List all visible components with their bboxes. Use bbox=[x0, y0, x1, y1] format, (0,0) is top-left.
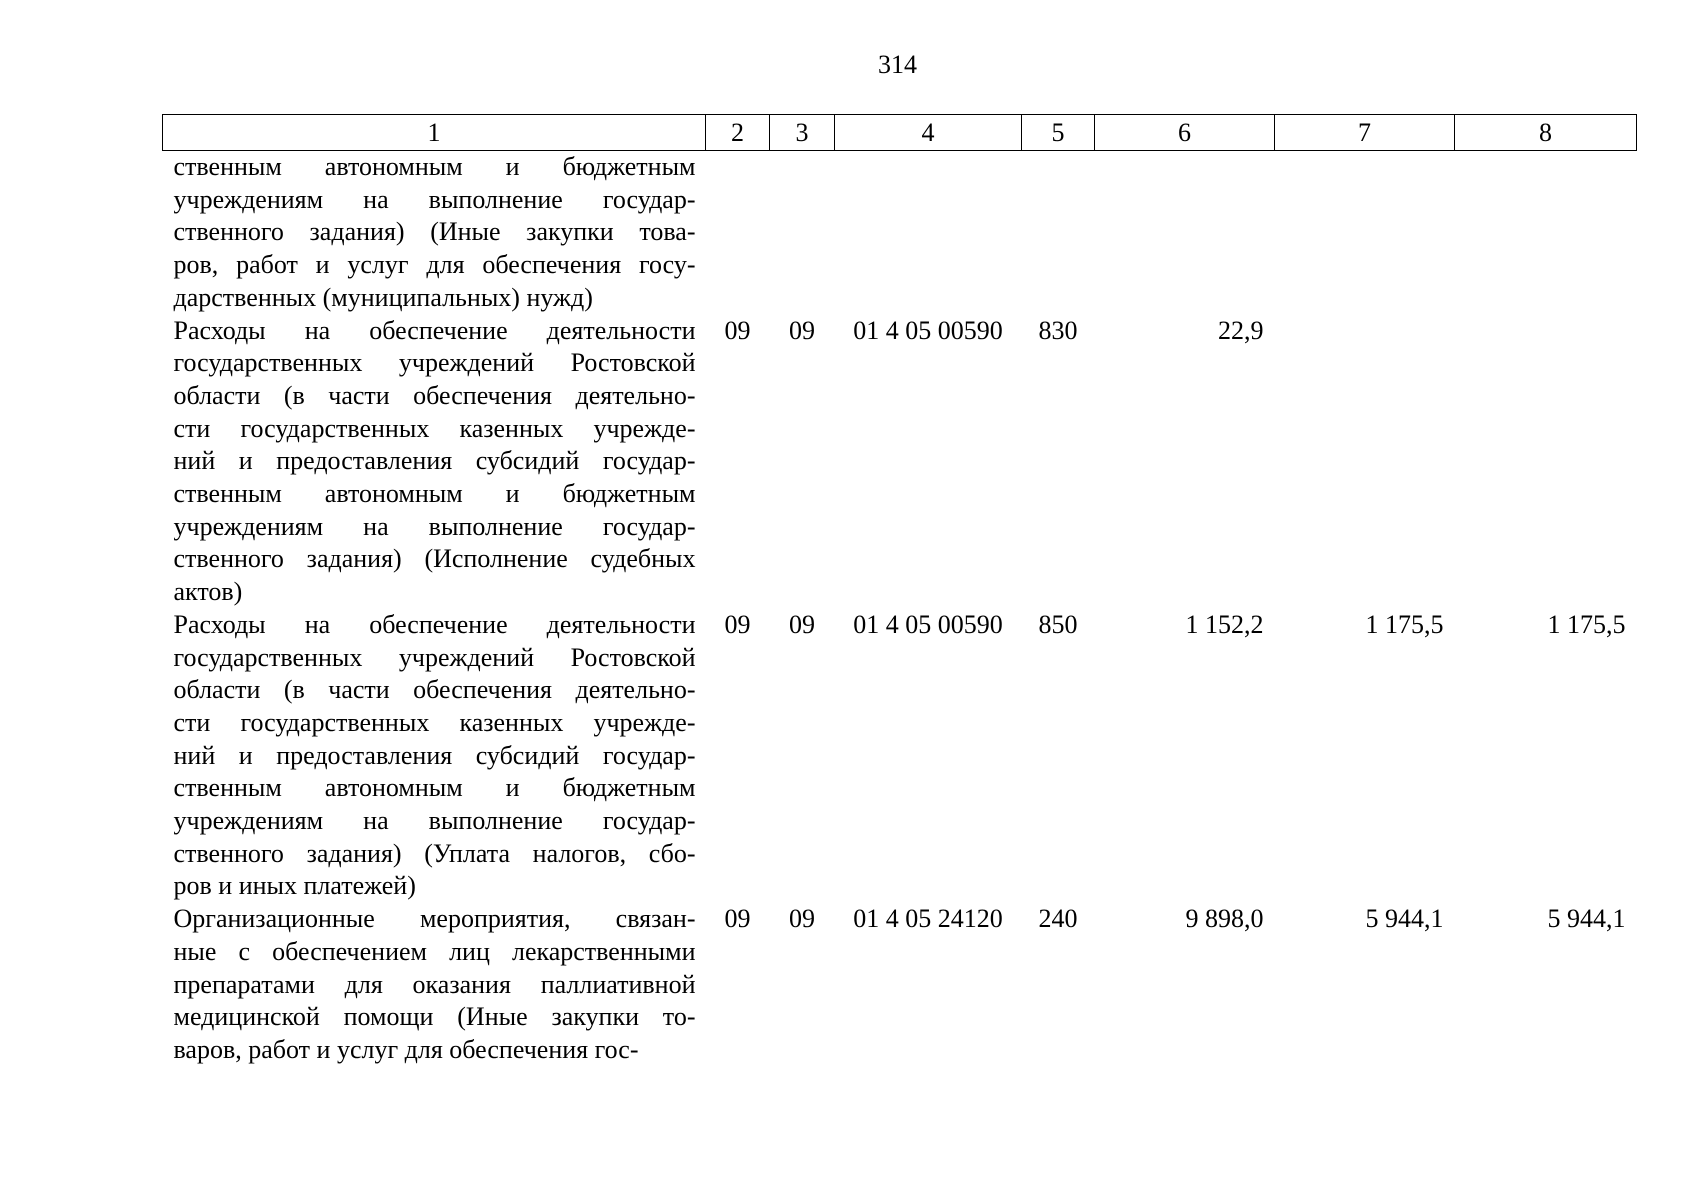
description-line: области (в части обеспечения деятельно- bbox=[173, 675, 696, 705]
row-description bbox=[163, 315, 706, 609]
row-description bbox=[163, 609, 706, 903]
description-line: препаратами для оказания паллиативной bbox=[173, 969, 696, 999]
amount-col-6: 22,9 bbox=[1218, 315, 1264, 345]
expense-type-code bbox=[1022, 151, 1095, 315]
description-line: Расходы на обеспечение деятельности bbox=[173, 609, 696, 639]
description-line: области (в части обеспечения деятельно- bbox=[173, 380, 696, 410]
row-description bbox=[163, 903, 706, 1067]
description-line: ний и предоставления субсидий государ- bbox=[173, 740, 696, 770]
header-col-1: 1 bbox=[163, 115, 706, 151]
table-row bbox=[163, 151, 1637, 315]
description-line: варов, работ и услуг для обеспечения гос- bbox=[173, 1034, 639, 1064]
table-row bbox=[163, 315, 1637, 609]
amount-col-7 bbox=[1275, 315, 1455, 609]
description-line: Организационные мероприятия, связан- bbox=[173, 904, 696, 934]
section-code: 09 bbox=[724, 609, 751, 639]
description-line: учреждениям на выполнение государ- bbox=[173, 806, 696, 836]
page-number: 314 bbox=[878, 50, 917, 79]
description-line: ров, работ и услуг для обеспечения госу- bbox=[173, 250, 696, 280]
description-line: государственных учреждений Ростовской bbox=[173, 642, 696, 672]
description-line: ний и предоставления субсидий государ- bbox=[173, 446, 696, 476]
header-col-6: 6 bbox=[1095, 115, 1275, 151]
header-col-7: 7 bbox=[1275, 115, 1455, 151]
budget-table bbox=[162, 114, 1637, 1067]
header-col-8: 8 bbox=[1455, 115, 1637, 151]
section-code: 09 bbox=[724, 315, 751, 345]
amount-col-6: 9 898,0 bbox=[1185, 904, 1264, 934]
section-code bbox=[706, 151, 770, 315]
section-code: 09 bbox=[724, 904, 751, 934]
amount-col-8: 5 944,1 bbox=[1547, 904, 1626, 934]
amount-col-7 bbox=[1275, 151, 1455, 315]
header-col-5: 5 bbox=[1022, 115, 1095, 151]
expense-type-code: 850 bbox=[1038, 609, 1078, 639]
amount-col-8: 1 175,5 bbox=[1547, 609, 1626, 639]
description-line: учреждениям на выполнение государ- bbox=[173, 511, 696, 541]
expense-type-code: 240 bbox=[1038, 904, 1078, 934]
subsection-code bbox=[770, 151, 835, 315]
description-line: ров и иных платежей) bbox=[173, 871, 416, 901]
description-line: ственного задания) (Иные закупки това- bbox=[173, 217, 696, 247]
description-line: сти государственных казенных учрежде- bbox=[173, 413, 696, 443]
header-col-4: 4 bbox=[835, 115, 1022, 151]
table-row bbox=[163, 903, 1637, 1067]
description-line: государственных учреждений Ростовской bbox=[173, 348, 696, 378]
subsection-code: 09 bbox=[789, 315, 815, 345]
description-line: дарственных (муниципальных) нужд) bbox=[173, 282, 593, 312]
expense-type-code: 830 bbox=[1038, 315, 1078, 345]
description-line: ственного задания) (Уплата налогов, сбо- bbox=[173, 838, 696, 868]
description-line: ственным автономным и бюджетным bbox=[173, 152, 696, 181]
amount-col-7: 1 175,5 bbox=[1365, 609, 1444, 639]
amount-col-7: 5 944,1 bbox=[1365, 904, 1444, 934]
header-col-2: 2 bbox=[706, 115, 770, 151]
amount-col-6 bbox=[1095, 151, 1275, 315]
description-line: актов) bbox=[173, 577, 243, 607]
description-line: ственного задания) (Исполнение судебных bbox=[173, 544, 696, 574]
header-col-3: 3 bbox=[770, 115, 835, 151]
target-article-code: 01 4 05 24120 bbox=[853, 904, 1003, 934]
description-line: учреждениям на выполнение государ- bbox=[173, 184, 696, 214]
subsection-code: 09 bbox=[789, 904, 815, 934]
description-line: ные с обеспечением лиц лекарственными bbox=[173, 936, 696, 966]
header-row bbox=[163, 115, 1637, 151]
subsection-code: 09 bbox=[789, 609, 815, 639]
amount-col-8 bbox=[1455, 315, 1637, 609]
target-article-code: 01 4 05 00590 bbox=[853, 609, 1003, 639]
description-line: сти государственных казенных учрежде- bbox=[173, 707, 696, 737]
target-article-code bbox=[835, 151, 1022, 315]
row-description bbox=[163, 151, 706, 315]
description-line: медицинской помощи (Иные закупки то- bbox=[173, 1002, 696, 1032]
description-line: ственным автономным и бюджетным bbox=[173, 479, 696, 509]
target-article-code: 01 4 05 00590 bbox=[853, 315, 1003, 345]
amount-col-6: 1 152,2 bbox=[1185, 609, 1264, 639]
description-line: Расходы на обеспечение деятельности bbox=[173, 315, 696, 345]
table-body bbox=[163, 151, 1637, 1067]
amount-col-8 bbox=[1455, 151, 1637, 315]
description-line: ственным автономным и бюджетным bbox=[173, 773, 696, 803]
table-row bbox=[163, 609, 1637, 903]
